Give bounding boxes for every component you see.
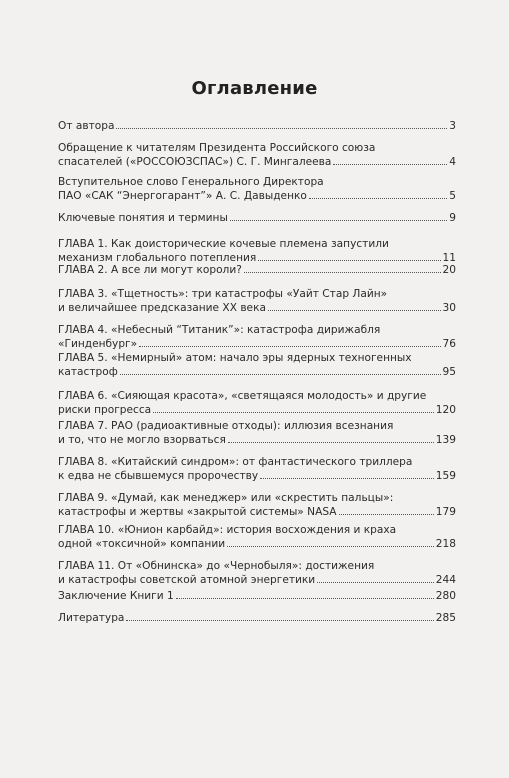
toc-entry <box>58 524 456 551</box>
dot-leader <box>227 546 434 547</box>
toc-entry-title-line: и катастрофы советской атомной энергетики <box>58 573 316 586</box>
dot-leader <box>317 582 434 583</box>
dot-leader <box>120 374 441 375</box>
toc-entry-title-line: ГЛАВА 1. Как доисторические кочевые племена запустили <box>58 238 389 250</box>
toc-page-number: 4 <box>449 155 456 168</box>
toc-entry-title-line: От автора <box>58 120 115 132</box>
toc-entry <box>58 142 456 169</box>
toc-entry-title-line: и то, что не могло взорваться <box>58 433 226 446</box>
toc-entry <box>58 560 456 587</box>
toc-entry-row <box>58 366 456 380</box>
dot-leader <box>333 164 447 165</box>
toc-entry-title-line: ГЛАВА 6. «Сияющая красота», «светящаяся молодость» и другие <box>58 390 427 402</box>
toc-entry-title-line: ГЛАВА 3. «Тщетность»: три катастрофы «Уайт Стар Лайн» <box>58 288 388 300</box>
toc-entry <box>58 288 456 315</box>
toc-entry-row <box>58 120 456 134</box>
toc-entry-title-line: Вступительное слово Генерального Директора <box>58 176 324 188</box>
toc-page-number: 11 <box>442 251 456 264</box>
page-title: Оглавление <box>191 78 318 99</box>
toc-entry-row <box>58 264 456 278</box>
toc-entry <box>58 390 456 417</box>
dot-leader <box>139 346 440 347</box>
toc-entry-title-line: ГЛАВА 8. «Китайский синдром»: от фантастического триллера <box>58 456 413 468</box>
dot-leader <box>230 220 447 221</box>
toc-entry-title-line: к едва не сбывшемуся пророчеству <box>58 469 259 482</box>
toc-entry-title-line: Литература <box>58 612 125 624</box>
toc-entry-title-line: одной «токсичной» компании <box>58 537 226 550</box>
toc-entry <box>58 612 456 626</box>
toc-entry <box>58 176 456 203</box>
toc-entry-title-line: ГЛАВА 7. РАО (радиоактивные отходы): иллюзия всезнания <box>58 420 394 432</box>
toc-page-number: 5 <box>449 189 456 202</box>
dot-leader <box>153 412 434 413</box>
toc-entry-row <box>58 404 456 418</box>
toc-entry <box>58 456 456 483</box>
toc-page-number: 9 <box>449 212 456 224</box>
toc-page-number: 30 <box>442 301 456 314</box>
toc-entry-title-line: риски прогресса <box>58 403 152 416</box>
toc-page-number: 95 <box>442 365 456 378</box>
toc-entry-title-line: ГЛАВА 4. «Небесный “Титаник”»: катастрофа дирижабля <box>58 324 381 336</box>
toc-entry-row <box>58 574 456 588</box>
toc-entry-title-line: ГЛАВА 9. «Думай, как менеджер» или «скрестить пальцы»: <box>58 492 394 504</box>
dot-leader <box>244 272 441 273</box>
dot-leader <box>339 514 434 515</box>
dot-leader <box>268 310 441 311</box>
toc-entry-title-line: катастроф <box>58 365 118 378</box>
dot-leader <box>258 260 440 261</box>
toc-page-number: 280 <box>435 590 456 602</box>
toc-entry-title-line: «Гинденбург» <box>58 337 138 350</box>
toc-entry-row <box>58 434 456 448</box>
toc-page-number: 159 <box>435 469 456 482</box>
toc-entry-row <box>58 212 456 226</box>
dot-leader <box>260 478 434 479</box>
toc-entry-row <box>58 252 456 266</box>
toc-entry-title-line: спасателей («РОССОЮЗСПАС») С. Г. Мингалеева <box>58 155 332 168</box>
toc-entry-row <box>58 156 456 170</box>
toc-entry <box>58 590 456 604</box>
toc-page-number: 120 <box>435 403 456 416</box>
toc-entry-row <box>58 338 456 352</box>
toc-page-number: 244 <box>435 573 456 586</box>
toc-entry <box>58 120 456 134</box>
toc-entry <box>58 238 456 265</box>
toc-entry-title-line: ГЛАВА 5. «Немирный» атом: начало эры ядерных техногенных <box>58 352 412 364</box>
toc-page-number: 285 <box>435 612 456 624</box>
dot-leader <box>309 198 447 199</box>
toc-entry-row <box>58 470 456 484</box>
toc-entry-title-line: ГЛАВА 2. А все ли могут короли? <box>58 264 242 276</box>
toc-entry-title-line: ГЛАВА 10. «Юнион карбайд»: история восхождения и краха <box>58 524 397 536</box>
toc-entry-title-line: ГЛАВА 11. От «Обнинска» до «Чернобыля»: достижения <box>58 560 375 572</box>
toc-entry <box>58 264 456 278</box>
toc-entry-row <box>58 302 456 316</box>
toc-entry-title-line: и величайшее предсказание XX века <box>58 301 266 314</box>
toc-entry-row <box>58 612 456 626</box>
toc-entry <box>58 492 456 519</box>
toc-entry <box>58 420 456 447</box>
toc-entry-row <box>58 190 456 204</box>
dot-leader <box>126 620 433 621</box>
toc-entry-row <box>58 506 456 520</box>
toc-entry-row <box>58 590 456 604</box>
toc-page-number: 139 <box>435 433 456 446</box>
toc-page-number: 76 <box>442 337 456 350</box>
toc-entry <box>58 324 456 351</box>
dot-leader <box>116 128 447 129</box>
toc-entry-title-line: катастрофы и жертвы «закрытой системы» NASA <box>58 505 337 518</box>
dot-leader <box>228 442 434 443</box>
toc-page-number: 218 <box>435 537 456 550</box>
toc-page-number: 3 <box>449 120 456 132</box>
dot-leader <box>176 598 434 599</box>
toc-entry-title-line: ПАО «САК “Энергогарант”» А. С. Давыденко <box>58 189 307 202</box>
toc-entry-title-line: механизм глобального потепления <box>58 251 257 264</box>
toc-entry-title-line: Обращение к читателям Президента Российского союза <box>58 142 376 154</box>
toc-entry-row <box>58 538 456 552</box>
toc-page-number: 20 <box>442 264 456 276</box>
toc-entry-title-line: Заключение Книги 1 <box>58 590 174 602</box>
toc-entry <box>58 352 456 379</box>
toc-entry <box>58 212 456 226</box>
toc-page-number: 179 <box>435 505 456 518</box>
toc-entry-title-line: Ключевые понятия и термины <box>58 212 228 224</box>
